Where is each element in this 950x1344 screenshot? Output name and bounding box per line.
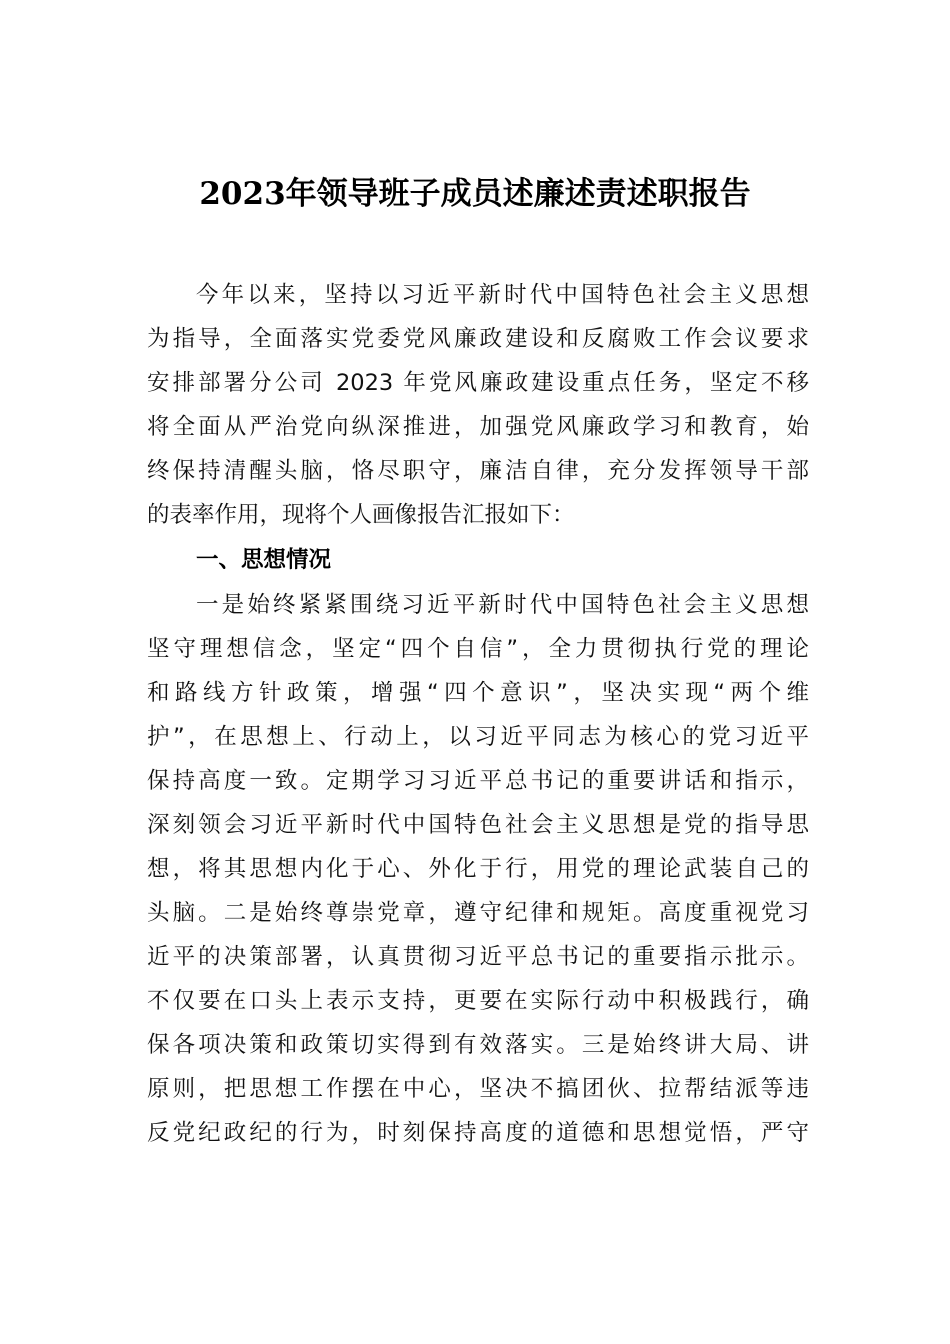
paragraph-line: 将全面从严治党向纵深推进，加强党风廉政学习和教育，始: [147, 414, 809, 440]
paragraph-line: 一是始终紧紧围绕习近平新时代中国特色社会主义思想: [196, 592, 809, 618]
paragraph-line: 想，将其思想内化于心、外化于行，用党的理论武装自己的: [147, 856, 809, 882]
paragraph-line: 护”，在思想上、行动上，以习近平同志为核心的党习近平: [147, 724, 809, 750]
paragraph-line: 保各项决策和政策切实得到有效落实。三是始终讲大局、讲: [147, 1032, 809, 1058]
paragraph-line: 近平的决策部署，认真贯彻习近平总书记的重要指示批示。: [147, 944, 809, 970]
paragraph-line: 深刻领会习近平新时代中国特色社会主义思想是党的指导思: [147, 812, 809, 838]
paragraph-line: 安排部署分公司 2023 年党风廉政建设重点任务，坚定不移: [147, 370, 809, 396]
paragraph-line: 的表率作用，现将个人画像报告汇报如下：: [147, 502, 575, 528]
paragraph-line: 不仅要在口头上表示支持，更要在实际行动中积极践行，确: [147, 988, 809, 1014]
paragraph-line: 终保持清醒头脑，恪尽职守，廉洁自律，充分发挥领导干部: [147, 458, 809, 484]
paragraph-line: 今年以来，坚持以习近平新时代中国特色社会主义思想: [196, 282, 809, 308]
paragraph-line: 保持高度一致。定期学习习近平总书记的重要讲话和指示，: [147, 768, 809, 794]
paragraph-line: 坚守理想信念，坚定“四个自信”，全力贯彻执行党的理论: [147, 636, 809, 662]
paragraph-line: 为指导，全面落实党委党风廉政建设和反腐败工作会议要求: [147, 326, 809, 352]
paragraph-line: 和路线方针政策，增强“四个意识”，坚决实现“两个维: [147, 680, 809, 706]
paragraph-line: 反党纪政纪的行为，时刻保持高度的道德和思想觉悟，严守: [147, 1120, 809, 1146]
paragraph-line: 头脑。二是始终尊崇党章，遵守纪律和规矩。高度重视党习: [147, 900, 809, 926]
document-title: 2023年领导班子成员述廉述责述职报告: [199, 176, 751, 212]
section-heading: 一、思想情况: [196, 547, 332, 573]
paragraph-line: 原则，把思想工作摆在中心，坚决不搞团伙、拉帮结派等违: [147, 1076, 809, 1102]
